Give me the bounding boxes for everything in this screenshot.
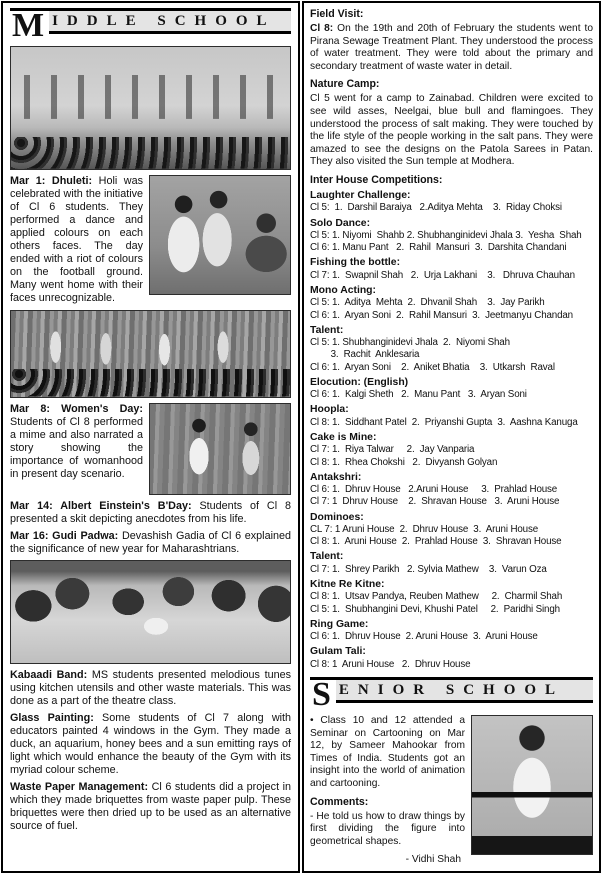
competitions-heading: Inter House Competitions: bbox=[310, 173, 443, 186]
result-line: Cl 7: 1. Riya Talwar 2. Jay Vanparia bbox=[310, 444, 475, 456]
event-name: Ring Game: bbox=[310, 618, 369, 630]
mar1-label: Mar 1: Dhuleti: bbox=[10, 175, 93, 187]
senior-school-section bbox=[310, 715, 593, 866]
result-line: Cl 6: 1. Dhruv House 2.Aruni House 3. Prahlad House bbox=[310, 484, 558, 496]
mar14-paragraph bbox=[10, 500, 291, 526]
comment-text: - He told us how to draw things by first dividing the figure into geometrical shapes. bbox=[310, 810, 465, 847]
glass-painting-paragraph bbox=[10, 712, 291, 777]
event-name: Talent: bbox=[310, 324, 344, 336]
photo-holi-colours bbox=[149, 175, 291, 295]
seminar-paragraph: • Class 10 and 12 attended a Seminar on Cartooning on Mar 12, by Sameer Mahookar from Times of India. Students got an insight into the world of animation and cartooning. bbox=[310, 715, 465, 790]
event-name: Gulam Tali: bbox=[310, 646, 366, 658]
event-name: Solo Dance: bbox=[310, 217, 371, 229]
banner-title: ENIOR SCHOOL bbox=[338, 681, 565, 698]
event-gulam-tali bbox=[310, 646, 593, 671]
result-line: Cl 8: 1. Utsav Pandya, Reuben Mathew 2. Charmil Shah bbox=[310, 591, 563, 603]
result-line: Cl 6: 1. Aryan Soni 2. Aniket Bhatia 3. Utkarsh Raval bbox=[310, 361, 555, 373]
event-name: Dominoes: bbox=[310, 511, 364, 523]
result-line: Cl 5: 1. Darshil Baraiya 2.Aditya Mehta 3. Riday Choksi bbox=[310, 202, 562, 214]
glass-painting-label: Glass Painting: bbox=[10, 712, 94, 724]
event-name: Antakshri: bbox=[310, 471, 362, 483]
result-line: Cl 6: 1. Dhruv House 2. Aruni House 3. Aruni House bbox=[310, 631, 538, 643]
event-fishing-the-bottle bbox=[310, 257, 593, 282]
result-line: Cl 8: 1 Aruni House 2. Dhruv House bbox=[310, 658, 471, 670]
event-name: Talent: bbox=[310, 551, 344, 563]
mar8-text: Students of Cl 8 performed a mime and also narrated a story showing the importance of womanhood in present day scenario. bbox=[10, 416, 143, 480]
result-line: Cl 5: 1. Niyomi Shahb 2. Shubhanginidevi Jhala 3. Yesha Shah bbox=[310, 229, 582, 241]
result-line: Cl 6: 1. Kalgi Sheth 2. Manu Pant 3. Aryan Soni bbox=[310, 389, 527, 401]
event-talent-cl5 bbox=[310, 325, 593, 374]
mar1-paragraph bbox=[10, 175, 143, 305]
event-hoopla bbox=[310, 404, 593, 429]
mar8-paragraph bbox=[10, 403, 143, 481]
glass-painting-text: Some students of Cl 7 along with educators painted 4 windows in the Gym. They made a duck, an aquarium, honey bees and a sun emitting rays of light which would enhance the beauty of the Gym with its myriad colour scheme. bbox=[10, 712, 292, 776]
event-laughter-challenge bbox=[310, 190, 593, 215]
result-line: Cl 8: 1. Aruni House 2. Prahlad House 3. Shravan House bbox=[310, 536, 562, 548]
mar16-text: Devashish Gadia of Cl 6 explained the significance of new year for Maharashtrians. bbox=[10, 530, 291, 555]
banner-strip bbox=[336, 677, 593, 703]
event-ring-game bbox=[310, 619, 593, 644]
event-solo-dance bbox=[310, 218, 593, 255]
nature-camp-heading: Nature Camp: bbox=[310, 78, 380, 91]
result-line: Cl 6: 1. Manu Pant 2. Rahil Mansuri 3. Darshita Chandani bbox=[310, 242, 567, 254]
result-line: Cl 5: 1. Shubhanginidevi Jhala 2. Niyomi Shah bbox=[310, 337, 510, 349]
photo-outdoor-skit-audience bbox=[10, 310, 291, 398]
kabaadi-label: Kabaadi Band: bbox=[10, 669, 88, 681]
event-elocution bbox=[310, 377, 593, 402]
field-visit-class-label: Cl 8: bbox=[310, 23, 334, 34]
event-name: Kitne Re Kitne: bbox=[310, 579, 385, 591]
mar14-text: Students of Cl 8 presented a skit depicting anecdotes from his life. bbox=[10, 500, 292, 525]
right-column bbox=[302, 1, 601, 873]
mar14-label: Mar 14: Albert Einstein's B'Day: bbox=[10, 500, 192, 512]
comments-heading: Comments: bbox=[310, 795, 369, 808]
result-line: Cl 5: 1. Aditya Mehta 2. Dhvanil Shah 3. Jay Parikh bbox=[310, 297, 545, 309]
mar1-row bbox=[10, 175, 291, 305]
event-name: Elocution: (English) bbox=[310, 376, 409, 388]
photo-cartoonist-speaker bbox=[471, 715, 593, 855]
event-name: Laughter Challenge: bbox=[310, 189, 411, 201]
result-line: Cl 7: 1 Dhruv House 2. Shravan House 3. Aruni House bbox=[310, 496, 560, 508]
nature-camp-text: Cl 5 went for a camp to Zainabad. Children were excited to see wild asses, Neelgai, blue bull and flamingoes. They understood the process of salt making. They were touched by the life style of the people working in the salt pans. They were amazed to see the designs on the Patola Sarees in Patan. They also visited the Sun temple at Modhera. bbox=[310, 93, 593, 168]
result-line: 3. Rachit Anklesaria bbox=[310, 349, 420, 361]
senior-text-block bbox=[310, 715, 465, 866]
result-line: Cl 8: 1. Siddhant Patel 2. Priyanshi Gupta 3. Aashna Kanuga bbox=[310, 416, 578, 428]
result-line: Cl 5: 1. Shubhangini Devi, Khushi Patel 2. Paridhi Singh bbox=[310, 603, 560, 615]
event-name: Cake is Mine: bbox=[310, 432, 377, 444]
field-visit-heading: Field Visit: bbox=[310, 8, 364, 20]
event-name: Hoopla: bbox=[310, 404, 349, 416]
field-visit-paragraph bbox=[310, 23, 593, 73]
waste-paper-label: Waste Paper Management: bbox=[10, 781, 149, 793]
kabaadi-text: MS students presented melodious tunes using kitchen utensils and other waste materials. This was done as a part of the theatre class. bbox=[10, 669, 291, 707]
kabaadi-paragraph bbox=[10, 669, 291, 708]
photo-group-dance-performance bbox=[10, 46, 291, 170]
event-dominoes bbox=[310, 512, 593, 549]
result-line: Cl 7: 1. Swapnil Shah 2. Urja Lakhani 3. Dhruva Chauhan bbox=[310, 269, 575, 281]
photo-kabaadi-band bbox=[10, 560, 291, 664]
event-antakshri bbox=[310, 472, 593, 509]
mar8-label: Mar 8: Women's Day: bbox=[10, 403, 143, 415]
field-visit-text: On the 19th and 20th of February the students went to Pirana Sewage Treatment Plant. They understood the process of water treatment. They were told about the primary and secondary treatment of waste water in detail. bbox=[310, 23, 593, 72]
mar1-text: Holi was celebrated with the initiative of Cl 6 students. They performed a dance and applied colours on each others faces. The day ended with a riot of colours on the football ground. Many went home with their faces unrecognizable. bbox=[10, 175, 144, 304]
result-line: Cl 8: 1. Rhea Chokshi 2. Divyansh Golyan bbox=[310, 456, 498, 468]
mar16-label: Mar 16: Gudi Padwa: bbox=[10, 530, 119, 542]
result-line: Cl 7: 1. Shrey Parikh 2. Sylvia Mathew 3. Varun Oza bbox=[310, 563, 547, 575]
event-talent-cl7 bbox=[310, 551, 593, 576]
mar16-paragraph bbox=[10, 530, 291, 556]
event-mono-acting bbox=[310, 285, 593, 322]
banner-strip bbox=[49, 8, 291, 34]
event-cake-is-mine bbox=[310, 432, 593, 469]
event-name: Fishing the bottle: bbox=[310, 257, 401, 269]
event-kitne-re-kitne bbox=[310, 579, 593, 616]
banner-initial-letter: M bbox=[10, 8, 49, 41]
banner-title: IDDLE SCHOOL bbox=[52, 12, 276, 29]
middle-school-banner bbox=[10, 7, 291, 44]
comment-signature: - Vidhi Shah bbox=[405, 854, 461, 866]
mar8-row bbox=[10, 403, 291, 495]
waste-paper-paragraph bbox=[10, 781, 291, 833]
event-name: Mono Acting: bbox=[310, 284, 376, 296]
waste-paper-text: Cl 6 students did a project in which they made briquettes from waste paper pulp. These briquettes were then dried up to be used as an alternative source of fuel. bbox=[10, 781, 291, 832]
middle-school-column bbox=[1, 1, 300, 873]
result-line: CL 7: 1 Aruni House 2. Dhruv House 3. Aruni House bbox=[310, 524, 539, 536]
photo-womens-day-mime bbox=[149, 403, 291, 495]
senior-school-banner bbox=[310, 676, 593, 714]
banner-initial-letter: S bbox=[310, 677, 336, 710]
result-line: Cl 6: 1. Aryan Soni 2. Rahil Mansuri 3. Jeetmanyu Chandan bbox=[310, 309, 573, 321]
